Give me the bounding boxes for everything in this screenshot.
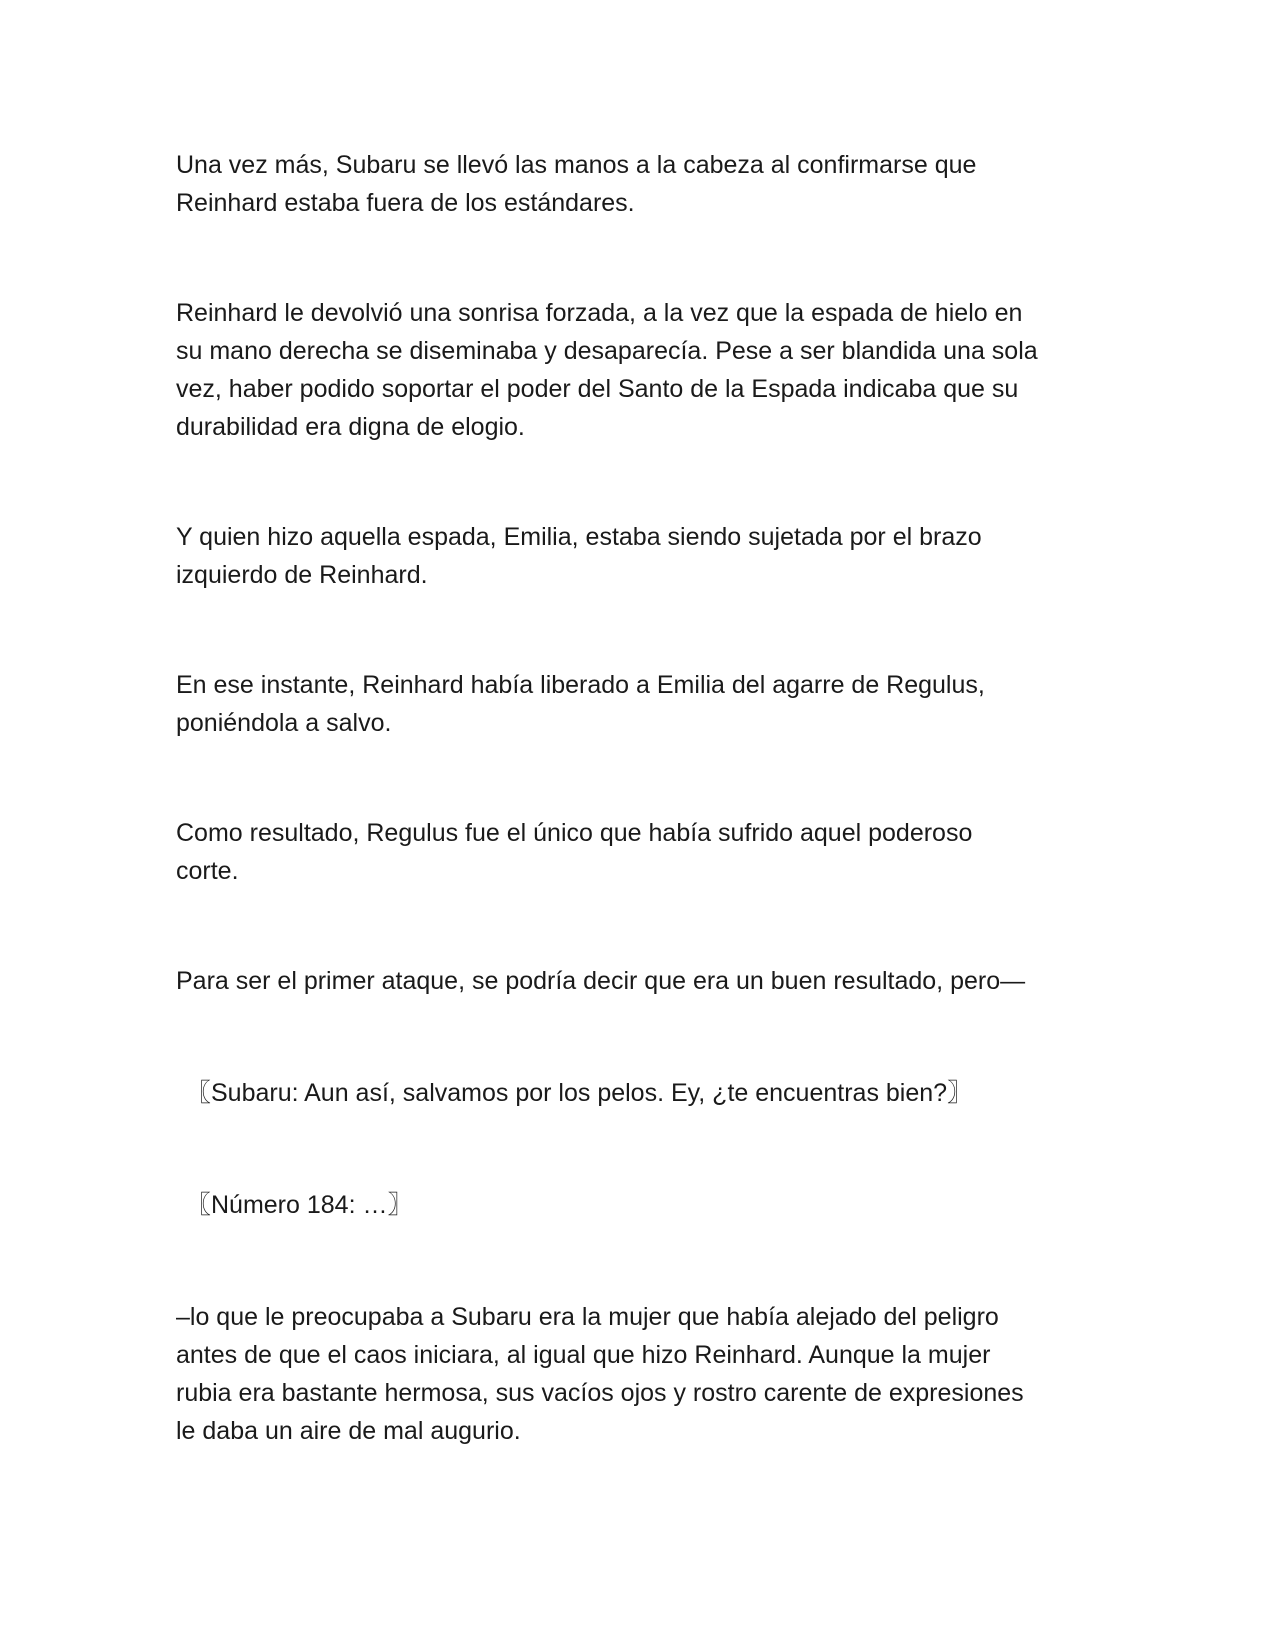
paragraph-4 [176,666,1096,742]
document-text [176,146,1096,1450]
text-line: 〖Subaru: Aun así, salvamos por los pelos. Ey, ¿te encuentras bien?〗 [186,1079,973,1107]
paragraph-1 [176,146,1096,222]
text-line: antes de que el caos iniciara, al igual que hizo Reinhard. Aunque la mujer [176,1341,991,1369]
dialogue-subaru [176,1074,1096,1112]
text-line: 〖Número 184: …〗 [186,1191,413,1219]
text-line: En ese instante, Reinhard había liberado a Emilia del agarre de Regulus, [176,671,985,699]
text-line: poniéndola a salvo. [176,709,392,737]
text-line: su mano derecha se diseminaba y desaparecía. Pese a ser blandida una sola [176,337,1038,365]
paragraph-9 [176,1298,1096,1450]
paragraph-5 [176,814,1096,890]
text-line: Reinhard estaba fuera de los estándares. [176,189,635,217]
text-line: Para ser el primer ataque, se podría decir que era un buen resultado, pero— [176,967,1026,995]
paragraph-2 [176,294,1096,446]
text-line: Y quien hizo aquella espada, Emilia, estaba siendo sujetada por el brazo [176,523,982,551]
text-line: Una vez más, Subaru se llevó las manos a la cabeza al confirmarse que [176,151,977,179]
text-line: –lo que le preocupaba a Subaru era la mujer que había alejado del peligro [176,1303,999,1331]
text-line: izquierdo de Reinhard. [176,561,428,589]
text-line: durabilidad era digna de elogio. [176,413,525,441]
dialogue-numero-184 [176,1186,1096,1224]
text-line: le daba un aire de mal augurio. [176,1417,521,1445]
paragraph-6 [176,962,1096,1000]
text-line: vez, haber podido soportar el poder del Santo de la Espada indicaba que su [176,375,1019,403]
text-line: Reinhard le devolvió una sonrisa forzada, a la vez que la espada de hielo en [176,299,1023,327]
text-line: corte. [176,857,239,885]
text-line: Como resultado, Regulus fue el único que había sufrido aquel poderoso [176,819,973,847]
text-line: rubia era bastante hermosa, sus vacíos ojos y rostro carente de expresiones [176,1379,1024,1407]
paragraph-3 [176,518,1096,594]
